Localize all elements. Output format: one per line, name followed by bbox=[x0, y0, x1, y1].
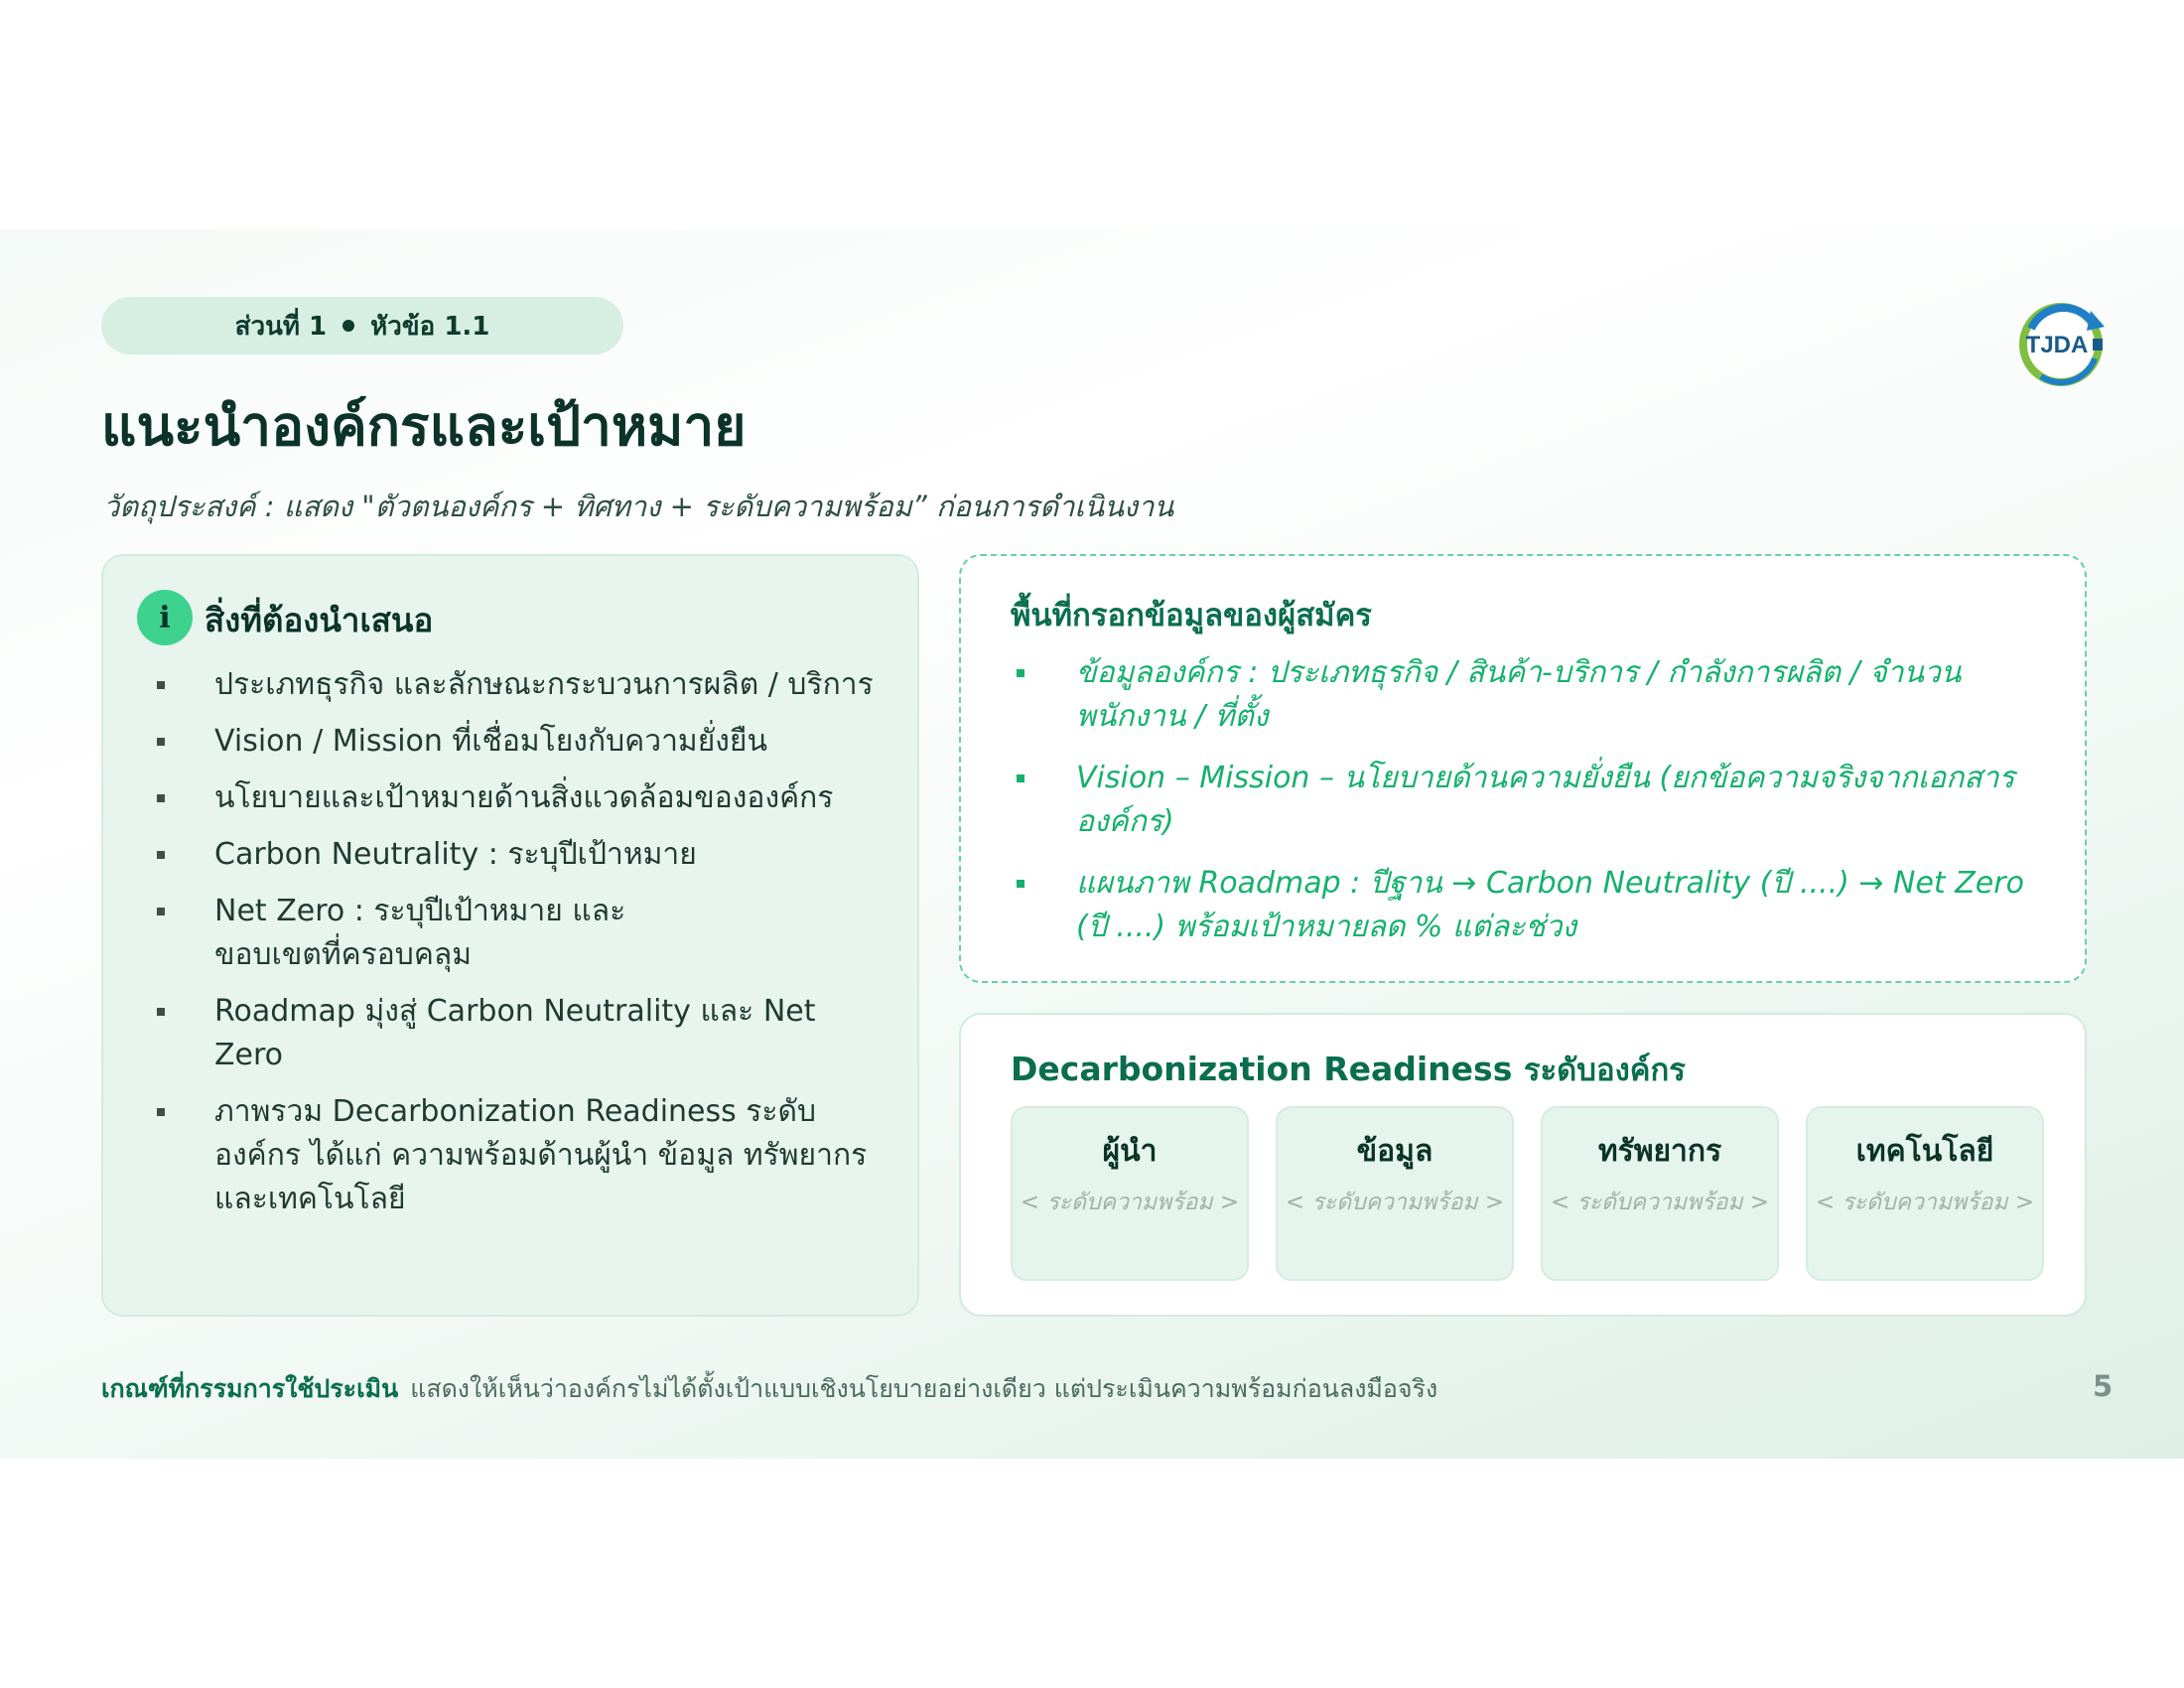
readiness-box-label: ผู้นำ bbox=[1102, 1134, 1158, 1169]
square-bullet-icon bbox=[157, 738, 165, 746]
square-bullet-icon bbox=[157, 851, 165, 859]
page-number: 5 bbox=[2093, 1369, 2114, 1403]
section-topic: หัวข้อ 1.1 bbox=[370, 311, 490, 342]
list-item bbox=[151, 990, 886, 1077]
readiness-box-technology[interactable] bbox=[1806, 1106, 2044, 1281]
list-item bbox=[151, 890, 731, 977]
readiness-box-resources[interactable] bbox=[1541, 1106, 1779, 1281]
page-subtitle: วัตถุประสงค์ : แสดง "ตัวตนองค์กร + ทิศทาง + ระดับความพร้อม” ก่อนการดำเนินงาน bbox=[103, 490, 1174, 523]
present-card bbox=[101, 554, 919, 1317]
footer-label: เกณฑ์ที่กรรมการใช้ประเมิน bbox=[101, 1374, 399, 1403]
list-item-text: Roadmap มุ่งสู่ Carbon Neutrality และ Net Zero bbox=[214, 994, 816, 1072]
footer-text: แสดงให้เห็นว่าองค์กรไม่ได้ตั้งเป้าแบบเชิงนโยบายอย่างเดียว แต่ประเมินความพร้อมก่อนลงมือจริง bbox=[410, 1374, 1438, 1403]
list-item-text: ข้อมูลองค์กร : ประเภทธุรกิจ / สินค้า-บริการ / กำลังการผลิต / จำนวนพนักงาน / ที่ตั้ง bbox=[1076, 655, 1962, 734]
info-icon: i bbox=[137, 590, 193, 645]
readiness-box-data[interactable] bbox=[1276, 1106, 1514, 1281]
readiness-box-placeholder: < ระดับความพร้อม > bbox=[1550, 1190, 1770, 1215]
list-item bbox=[151, 720, 886, 764]
present-title: สิ่งที่ต้องนำเสนอ bbox=[205, 601, 434, 639]
list-item-text: Net Zero : ระบุปีเป้าหมาย และขอบเขตที่ครอบคลุม bbox=[214, 894, 626, 972]
readiness-box-placeholder: < ระดับความพร้อม > bbox=[1285, 1190, 1505, 1215]
readiness-title-suffix: ระดับองค์กร bbox=[1523, 1053, 1686, 1088]
list-item bbox=[151, 1090, 886, 1221]
applicant-input-area[interactable] bbox=[959, 554, 2087, 983]
list-item-text: นโยบายและเป้าหมายด้านสิ่งแวดล้อมขององค์กร bbox=[214, 780, 834, 815]
readiness-boxes bbox=[1011, 1106, 2044, 1281]
readiness-box-label: ทรัพยากร bbox=[1597, 1134, 1722, 1169]
square-bullet-icon bbox=[1017, 669, 1024, 677]
readiness-box-label: ข้อมูล bbox=[1356, 1134, 1433, 1169]
bullet-dot-icon bbox=[342, 320, 354, 332]
readiness-box-label: เทคโนโลยี bbox=[1855, 1134, 1994, 1169]
square-bullet-icon bbox=[1017, 880, 1024, 888]
square-bullet-icon bbox=[157, 681, 165, 689]
list-item-text: ภาพรวม Decarbonization Readiness ระดับองค์กร ได้แก่ ความพร้อมด้านผู้นำ ข้อมูล ทรัพยากร และเทคโนโลยี bbox=[214, 1094, 868, 1216]
footer-criteria bbox=[101, 1369, 1437, 1409]
readiness-card bbox=[959, 1013, 2087, 1317]
list-item bbox=[1011, 757, 2033, 844]
square-bullet-icon bbox=[157, 794, 165, 802]
readiness-box-placeholder: < ระดับความพร้อม > bbox=[1815, 1190, 2035, 1215]
list-item bbox=[151, 833, 886, 877]
square-bullet-icon bbox=[157, 908, 165, 915]
page-title: แนะนำองค์กรและเป้าหมาย bbox=[101, 394, 747, 458]
applicant-list bbox=[1011, 651, 2033, 967]
list-item bbox=[1011, 862, 2033, 949]
section-part: ส่วนที่ 1 bbox=[234, 311, 328, 342]
square-bullet-icon bbox=[1017, 774, 1024, 782]
list-item-text: แผนภาพ Roadmap : ปีฐาน → Carbon Neutrality (ปี ....) → Net Zero (ปี ....) พร้อมเป้าหมายลด % แต่ละช่วง bbox=[1076, 866, 2024, 944]
logo-text: TJDA bbox=[2025, 332, 2089, 358]
tjda-logo bbox=[2011, 293, 2111, 392]
list-item-text: Vision / Mission ที่เชื่อมโยงกับความยั่งยืน bbox=[214, 724, 768, 759]
readiness-box-placeholder: < ระดับความพร้อม > bbox=[1020, 1190, 1240, 1215]
list-item-text: Carbon Neutrality : ระบุปีเป้าหมาย bbox=[214, 837, 697, 872]
list-item bbox=[151, 776, 886, 820]
slide bbox=[0, 229, 2184, 1459]
readiness-title-main: Decarbonization Readiness bbox=[1011, 1050, 1513, 1088]
applicant-title: พื้นที่กรอกข้อมูลของผู้สมัคร bbox=[1011, 598, 1372, 633]
section-pill bbox=[101, 297, 623, 354]
present-list bbox=[151, 663, 886, 1234]
list-item bbox=[1011, 651, 2033, 739]
readiness-title bbox=[1011, 1045, 1686, 1094]
square-bullet-icon bbox=[157, 1108, 165, 1116]
list-item-text: Vision – Mission – นโยบายด้านความยั่งยืน (ยกข้อความจริงจากเอกสารองค์กร) bbox=[1076, 761, 2015, 839]
list-item-text: ประเภทธุรกิจ และลักษณะกระบวนการผลิต / บริการ bbox=[214, 667, 874, 702]
square-bullet-icon bbox=[157, 1008, 165, 1016]
list-item bbox=[151, 663, 886, 707]
readiness-box-leader[interactable] bbox=[1011, 1106, 1249, 1281]
